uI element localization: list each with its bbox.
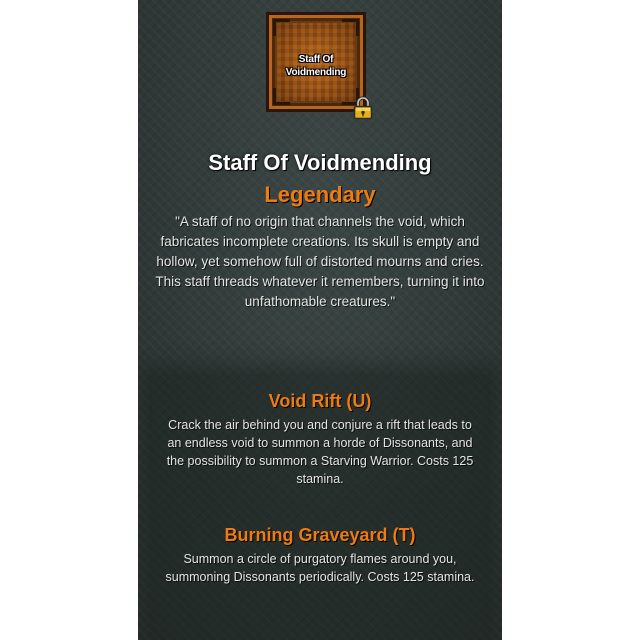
lock-icon[interactable] [352,96,374,120]
item-slot-label: Staff Of Voidmending [285,54,347,78]
slot-corner-ornament [273,88,290,105]
item-description: "A staff of no origin that channels the void, which fabricates incomplete creations. Its skull is empty and hollow, yet somehow full of distorted mourns and cries. This staff threads whatever it remembers, turning it into unfathomable creatures." [155,214,485,309]
ability-name: Burning Graveyard (T) [224,525,416,545]
abilities-section [150,374,490,640]
ability-void-rift [150,388,490,488]
item-title: Staff Of Voidmending [208,150,432,175]
slot-corner-ornament [273,19,290,36]
ability-description: Crack the air behind you and conjure a rift that leads to an endless void to summon a horde of Dissonants, and the possibility to summon a Starving Warrior. Costs 125 stamina. [166,418,474,486]
ability-name: Void Rift (U) [268,391,372,411]
item-tooltip-panel [138,0,502,640]
slot-corner-ornament [342,19,359,36]
item-rarity: Legendary [264,182,376,207]
ability-burning-graveyard [150,522,490,586]
ability-description: Summon a circle of purgatory flames around you, summoning Dissonants periodically. Costs 125 stamina. [165,552,475,584]
item-slot-icon[interactable] [266,12,366,112]
